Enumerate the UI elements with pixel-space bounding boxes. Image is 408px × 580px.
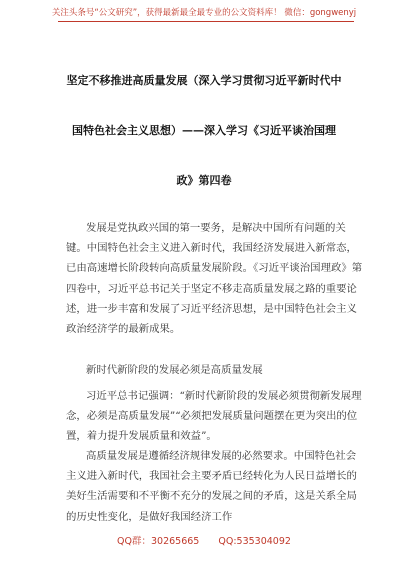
title-line-2: 国特色社会主义思想）——深入学习《习近平谈治国理 bbox=[72, 124, 336, 137]
body-paragraph-3 bbox=[66, 386, 364, 447]
paragraph-text: 高质量发展是遵循经济规律发展的必然要求。中国特色社会主义进入新时代，我国社会主要矛盾已经转化为人民日益增长的美好生活需要和不平衡不充分的发展之间的矛盾，这是关系全局的历史性变化，是做好我国经济工作 bbox=[66, 450, 357, 523]
body-paragraph-4 bbox=[66, 446, 364, 527]
paragraph-text: 习近平总书记强调：“新时代新阶段的发展必须贯彻新发展理念，必须是高质量发展”“必须把发展质量问题摆在更为突出的位置，着力提升发展质量和效益”。 bbox=[66, 390, 362, 443]
header-notice: 关注头条号“公文研究”，获得最新最全最专业的公文资料库！ 微信：gongwenyj bbox=[51, 8, 357, 18]
footer-qq: QQ:535304092 bbox=[218, 536, 291, 547]
paragraph-text: 发展是党执政兴国的第一要务，是解决中国所有问题的关键。中国特色社会主义进入新时代，我国经济发展进入新常态，已由高速增长阶段转向高质量发展阶段。《习近平谈治国理政》第四卷中，习近平总书记关于坚定不移走高质量发展之路的重要论述，进一步丰富和发展了习近平经济思想，是中国特色社会主义政治经济学的最新成果。 bbox=[66, 222, 363, 336]
footer-qq-group: QQ群：30265665 bbox=[117, 536, 200, 547]
section-heading: 新时代新阶段的发展必须是高质量发展 bbox=[86, 364, 263, 376]
footer-contact bbox=[0, 533, 408, 547]
body-paragraph-1 bbox=[66, 218, 364, 339]
body-paragraph-2 bbox=[66, 360, 364, 380]
header-divider bbox=[58, 21, 354, 22]
title-line-1: 坚定不移推进高质量发展（深入学习贯彻习近平新时代中 bbox=[66, 74, 342, 87]
title-line-3: 政》第四卷 bbox=[176, 174, 232, 187]
